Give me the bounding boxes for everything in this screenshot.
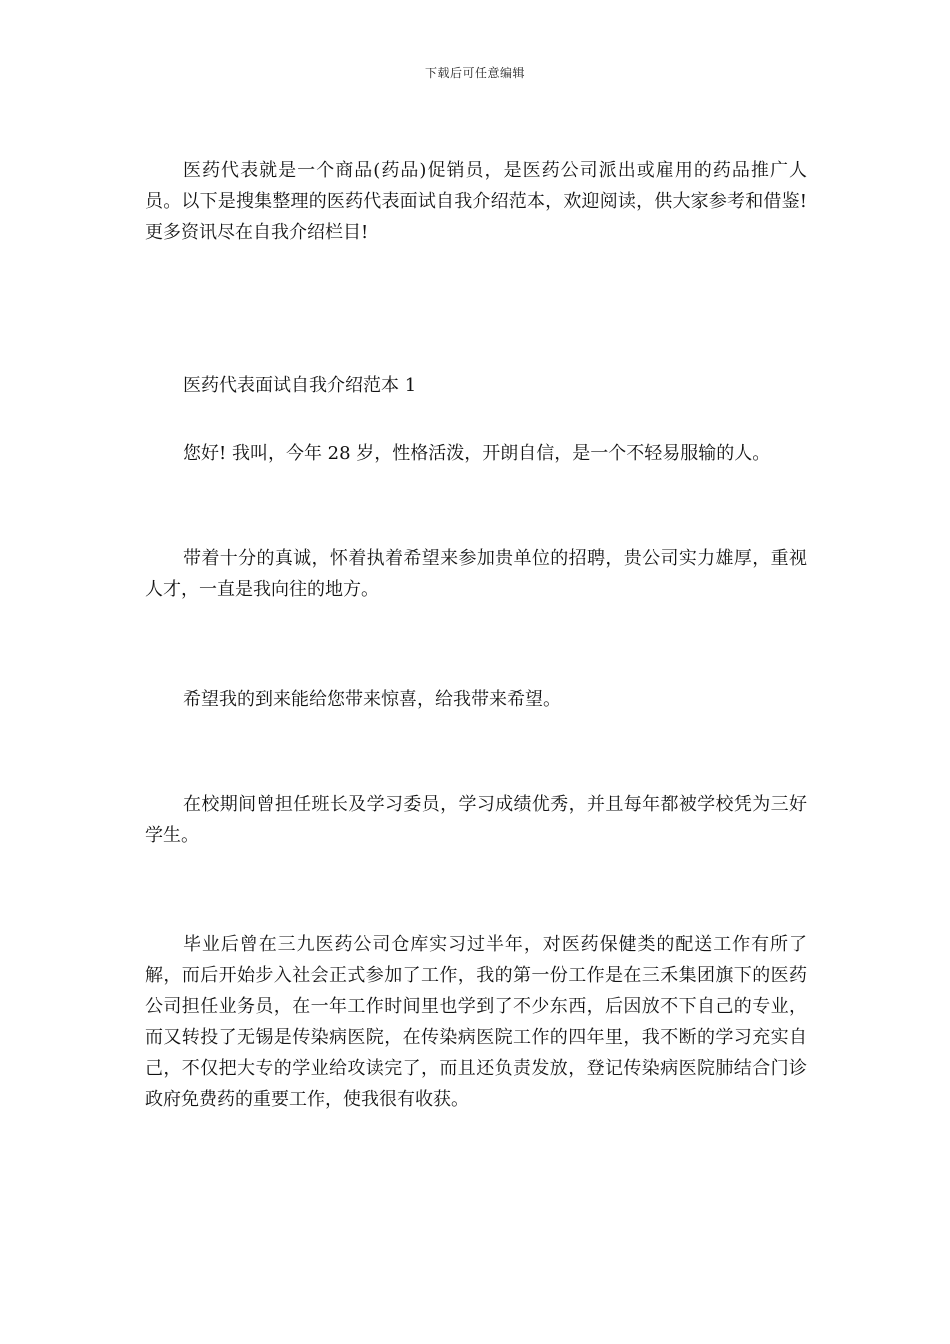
paragraph-4: 在校期间曾担任班长及学习委员，学习成绩优秀，并且每年都被学校凭为三好学生。 (145, 794, 807, 846)
paragraph-2: 带着十分的真诚，怀着执着希望来参加贵单位的招聘，贵公司实力雄厚，重视人才，一直是我向往的地方。 (145, 548, 807, 600)
section-title: 医药代表面试自我介绍范本 1 (183, 375, 417, 396)
paragraph-3: 希望我的到来能给您带来惊喜，给我带来希望。 (183, 689, 561, 710)
paragraph-5: 毕业后曾在三九医药公司仓库实习过半年，对医药保健类的配送工作有所了解，而后开始步入社会正式参加了工作，我的第一份工作是在三禾集团旗下的医药公司担任业务员，在一年工作时间里也学到了不少东西，后因放不下自己的专业，而又转投了无锡是传染病医院，在传染病医院工作的四年里，我不断的学习充实自己，不仅把大专的学业给攻读完了，而且还负责发放，登记传染病医院肺结合门诊政府免费药的重要工作，使我很有收获。 (145, 934, 807, 1110)
paragraph-1: 您好! 我叫，今年 28 岁，性格活泼，开朗自信，是一个不轻易服输的人。 (183, 443, 771, 464)
intro-paragraph: 医药代表就是一个商品(药品)促销员，是医药公司派出或雇用的药品推广人员。以下是搜集整理的医药代表面试自我介绍范本，欢迎阅读，供大家参考和借鉴!更多资讯尽在自我介绍栏目! (145, 160, 807, 243)
page-header: 下载后可任意编辑 (424, 66, 525, 80)
